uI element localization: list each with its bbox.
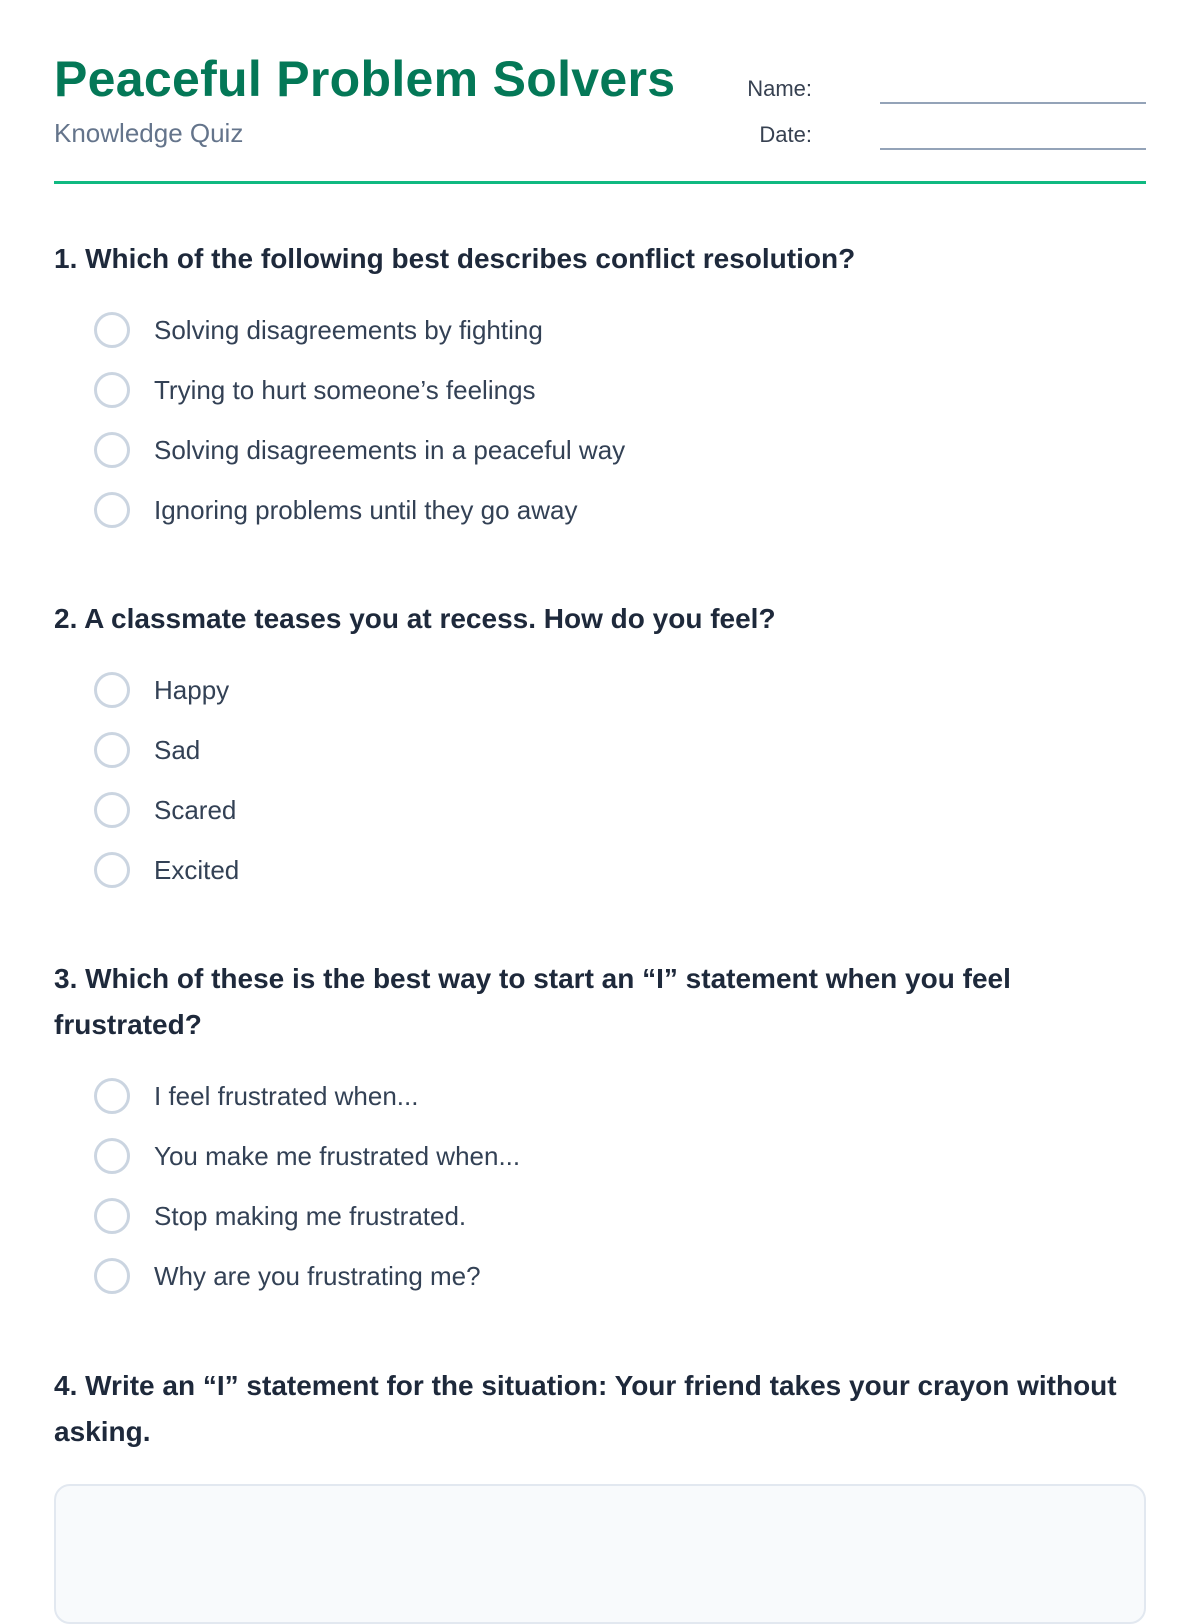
answer-option[interactable] bbox=[54, 302, 1146, 362]
radio-button[interactable] bbox=[94, 1198, 130, 1234]
radio-button[interactable] bbox=[94, 312, 130, 348]
answer-option[interactable] bbox=[54, 1068, 1146, 1128]
radio-button[interactable] bbox=[94, 792, 130, 828]
answer-option[interactable] bbox=[54, 362, 1146, 422]
option-label[interactable]: Solving disagreements in a peaceful way bbox=[154, 435, 626, 465]
answer-option[interactable] bbox=[54, 662, 1146, 722]
option-label[interactable]: Why are you frustrating me? bbox=[154, 1261, 481, 1291]
page-subtitle: Knowledge Quiz bbox=[54, 118, 244, 148]
answer-textarea[interactable] bbox=[54, 1484, 1146, 1624]
radio-button[interactable] bbox=[94, 1078, 130, 1114]
answer-option[interactable] bbox=[54, 782, 1146, 842]
date-line[interactable] bbox=[880, 148, 1146, 150]
date-label: Date: bbox=[759, 122, 812, 147]
question-4 bbox=[54, 1363, 1146, 1455]
option-label[interactable]: You make me frustrated when... bbox=[154, 1141, 521, 1171]
question-1 bbox=[54, 236, 1146, 542]
option-label[interactable]: Scared bbox=[154, 795, 237, 825]
answer-option[interactable] bbox=[54, 422, 1146, 482]
answer-options bbox=[54, 1068, 1146, 1308]
radio-button[interactable] bbox=[94, 432, 130, 468]
option-label[interactable]: I feel frustrated when... bbox=[154, 1081, 419, 1111]
question-text: 2. A classmate teases you at recess. How do you feel? bbox=[54, 603, 776, 634]
date-field[interactable] bbox=[744, 114, 1146, 154]
option-label[interactable]: Trying to hurt someone’s feelings bbox=[154, 375, 536, 405]
answer-options bbox=[54, 302, 1146, 542]
quiz-page bbox=[54, 0, 1146, 1600]
option-label[interactable]: Happy bbox=[154, 675, 230, 705]
question-3 bbox=[54, 956, 1146, 1308]
radio-button[interactable] bbox=[94, 492, 130, 528]
option-label[interactable]: Sad bbox=[154, 735, 201, 765]
answer-option[interactable] bbox=[54, 1128, 1146, 1188]
answer-option[interactable] bbox=[54, 722, 1146, 782]
quiz-header bbox=[54, 0, 1146, 184]
question-text: 1. Which of the following best describes conflict resolution? bbox=[54, 243, 856, 274]
question-text: 4. Write an “I” statement for the situation: Your friend takes your crayon without asking. bbox=[54, 1370, 1117, 1447]
option-label[interactable]: Ignoring problems until they go away bbox=[154, 495, 578, 525]
radio-button[interactable] bbox=[94, 372, 130, 408]
name-field[interactable] bbox=[744, 68, 1146, 108]
option-label[interactable]: Stop making me frustrated. bbox=[154, 1201, 467, 1231]
page-title: Peaceful Problem Solvers bbox=[54, 51, 676, 107]
name-label: Name: bbox=[747, 76, 812, 101]
radio-button[interactable] bbox=[94, 1258, 130, 1294]
answer-option[interactable] bbox=[54, 1188, 1146, 1248]
answer-options bbox=[54, 662, 1146, 902]
answer-option[interactable] bbox=[54, 1248, 1146, 1308]
question-2 bbox=[54, 596, 1146, 902]
radio-button[interactable] bbox=[94, 1138, 130, 1174]
radio-button[interactable] bbox=[94, 672, 130, 708]
radio-button[interactable] bbox=[94, 852, 130, 888]
name-line[interactable] bbox=[880, 102, 1146, 104]
option-label[interactable]: Solving disagreements by fighting bbox=[154, 315, 543, 345]
option-label[interactable]: Excited bbox=[154, 855, 240, 885]
answer-option[interactable] bbox=[54, 482, 1146, 542]
answer-option[interactable] bbox=[54, 842, 1146, 902]
question-text: 3. Which of these is the best way to start an “I” statement when you feel frustrated? bbox=[54, 963, 1011, 1040]
radio-button[interactable] bbox=[94, 732, 130, 768]
